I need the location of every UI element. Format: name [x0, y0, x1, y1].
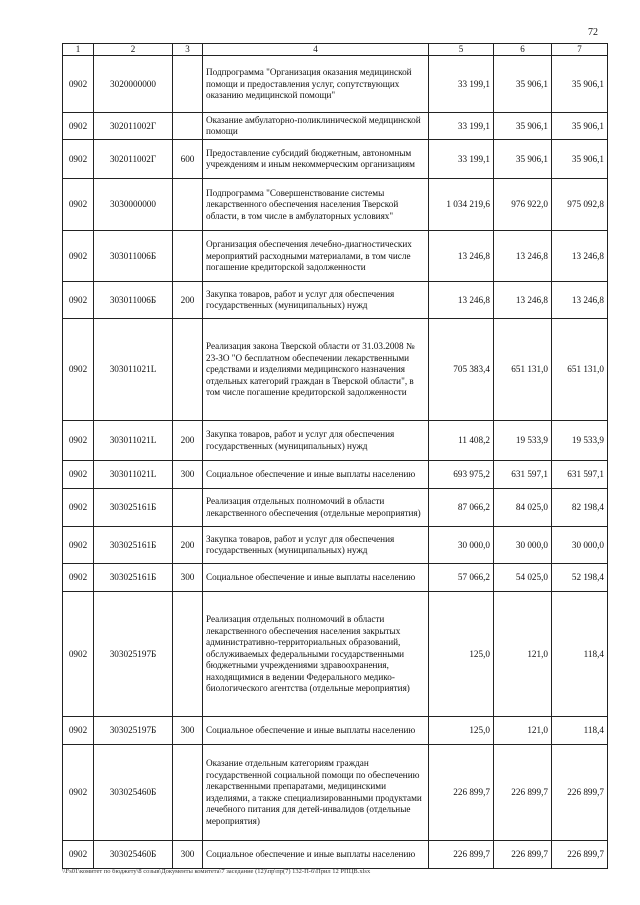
- amount-year3-cell: 52 198,4: [552, 564, 608, 592]
- expense-type-cell: [173, 489, 203, 527]
- amount-year3-cell: 13 246,8: [552, 282, 608, 319]
- target-article-cell: 303011021L: [94, 319, 173, 421]
- amount-year1-cell: 125,0: [429, 592, 494, 717]
- target-article-cell: 303011021L: [94, 461, 173, 489]
- description-cell: Реализация закона Тверской области от 31.03.2008 № 23-ЗО "О бесплатном обеспечении лекарственными средствами и изделиями медицинского назначения отдельных категорий граждан в Тверской области", в том числе погашение кредиторской задолженности: [203, 319, 429, 421]
- table-row: [63, 282, 608, 319]
- amount-year3-cell: 118,4: [552, 717, 608, 745]
- file-path-footer: \\Fs01\комитет по бюджету\8 созыв\Документы комитета\7 заседание (12)\пр\пр(7) 132-П-6\Прил 12 РПЦВ.xlsx: [62, 868, 371, 875]
- expense-type-cell: 200: [173, 421, 203, 461]
- amount-year2-cell: 976 922,0: [494, 179, 552, 231]
- target-article-cell: 302011002Г: [94, 140, 173, 179]
- amount-year3-cell: 975 092,8: [552, 179, 608, 231]
- amount-year1-cell: 33 199,1: [429, 113, 494, 140]
- amount-year2-cell: 19 533,9: [494, 421, 552, 461]
- target-article-cell: 303025197Б: [94, 592, 173, 717]
- amount-year2-cell: 121,0: [494, 592, 552, 717]
- target-article-cell: 3020000000: [94, 56, 173, 113]
- target-article-cell: 303011006Б: [94, 231, 173, 282]
- table-row: [63, 56, 608, 113]
- column-header: 5: [429, 44, 494, 56]
- table-row: [63, 179, 608, 231]
- target-article-cell: 303011006Б: [94, 282, 173, 319]
- section-code-cell: 0902: [63, 527, 94, 564]
- description-cell: Подпрограмма "Организация оказания медицинской помощи и предоставления услуг, сопутствующих оказанию медицинской помощи": [203, 56, 429, 113]
- amount-year3-cell: 118,4: [552, 592, 608, 717]
- amount-year2-cell: 13 246,8: [494, 282, 552, 319]
- expense-type-cell: [173, 56, 203, 113]
- description-cell: Социальное обеспечение и иные выплаты населению: [203, 717, 429, 745]
- description-cell: Реализация отдельных полномочий в области лекарственного обеспечения населения закрытых административно-территориальных образований, обслуживаемых федеральными государственными бюджетными учреждениями здравоохранения, находящимися в ведении Федерального медико-биологического агентства (отдельные мероприятия): [203, 592, 429, 717]
- amount-year3-cell: 30 000,0: [552, 527, 608, 564]
- column-header: 7: [552, 44, 608, 56]
- amount-year1-cell: 87 066,2: [429, 489, 494, 527]
- section-code-cell: 0902: [63, 489, 94, 527]
- section-code-cell: 0902: [63, 231, 94, 282]
- description-cell: Социальное обеспечение и иные выплаты населению: [203, 461, 429, 489]
- target-article-cell: 303025197Б: [94, 717, 173, 745]
- expense-type-cell: 300: [173, 717, 203, 745]
- section-code-cell: 0902: [63, 564, 94, 592]
- expense-type-cell: 300: [173, 461, 203, 489]
- target-article-cell: 303025460Б: [94, 745, 173, 841]
- table-row: [63, 527, 608, 564]
- description-cell: Закупка товаров, работ и услуг для обеспечения государственных (муниципальных) нужд: [203, 282, 429, 319]
- column-header: 3: [173, 44, 203, 56]
- table-row: [63, 113, 608, 140]
- amount-year1-cell: 13 246,8: [429, 231, 494, 282]
- section-code-cell: 0902: [63, 461, 94, 489]
- amount-year1-cell: 226 899,7: [429, 745, 494, 841]
- table-row: [63, 231, 608, 282]
- section-code-cell: 0902: [63, 282, 94, 319]
- column-number-row: [63, 44, 608, 56]
- expense-type-cell: 300: [173, 564, 203, 592]
- column-header: 2: [94, 44, 173, 56]
- amount-year1-cell: 226 899,7: [429, 841, 494, 869]
- amount-year2-cell: 30 000,0: [494, 527, 552, 564]
- amount-year2-cell: 13 246,8: [494, 231, 552, 282]
- target-article-cell: 303025161Б: [94, 564, 173, 592]
- table-row: [63, 841, 608, 869]
- description-cell: Социальное обеспечение и иные выплаты населению: [203, 841, 429, 869]
- amount-year1-cell: 1 034 219,6: [429, 179, 494, 231]
- expense-type-cell: 200: [173, 282, 203, 319]
- section-code-cell: 0902: [63, 841, 94, 869]
- expense-type-cell: [173, 231, 203, 282]
- amount-year3-cell: 631 597,1: [552, 461, 608, 489]
- expense-type-cell: [173, 745, 203, 841]
- amount-year3-cell: 226 899,7: [552, 745, 608, 841]
- table-row: [63, 489, 608, 527]
- target-article-cell: 302011002Г: [94, 113, 173, 140]
- section-code-cell: 0902: [63, 745, 94, 841]
- section-code-cell: 0902: [63, 56, 94, 113]
- description-cell: Закупка товаров, работ и услуг для обеспечения государственных (муниципальных) нужд: [203, 527, 429, 564]
- expense-type-cell: [173, 592, 203, 717]
- target-article-cell: 303025460Б: [94, 841, 173, 869]
- section-code-cell: 0902: [63, 592, 94, 717]
- description-cell: Реализация отдельных полномочий в области лекарственного обеспечения (отдельные мероприятия): [203, 489, 429, 527]
- amount-year3-cell: 35 906,1: [552, 56, 608, 113]
- target-article-cell: 303025161Б: [94, 527, 173, 564]
- section-code-cell: 0902: [63, 319, 94, 421]
- table-row: [63, 745, 608, 841]
- amount-year3-cell: 19 533,9: [552, 421, 608, 461]
- amount-year1-cell: 30 000,0: [429, 527, 494, 564]
- amount-year2-cell: 631 597,1: [494, 461, 552, 489]
- amount-year1-cell: 11 408,2: [429, 421, 494, 461]
- budget-table: [62, 43, 608, 869]
- amount-year3-cell: 226 899,7: [552, 841, 608, 869]
- description-cell: Организация обеспечения лечебно-диагностических мероприятий расходными материалами, в том числе погашение кредиторской задолженности: [203, 231, 429, 282]
- description-cell: Закупка товаров, работ и услуг для обеспечения государственных (муниципальных) нужд: [203, 421, 429, 461]
- section-code-cell: 0902: [63, 179, 94, 231]
- amount-year2-cell: 84 025,0: [494, 489, 552, 527]
- page-number: 72: [588, 27, 598, 38]
- table-row: [63, 717, 608, 745]
- section-code-cell: 0902: [63, 421, 94, 461]
- expense-type-cell: [173, 113, 203, 140]
- description-cell: Оказание амбулаторно-поликлинической медицинской помощи: [203, 113, 429, 140]
- expense-type-cell: [173, 319, 203, 421]
- amount-year1-cell: 13 246,8: [429, 282, 494, 319]
- table-row: [63, 461, 608, 489]
- expense-type-cell: 200: [173, 527, 203, 564]
- amount-year3-cell: 35 906,1: [552, 113, 608, 140]
- target-article-cell: 303011021L: [94, 421, 173, 461]
- table-row: [63, 421, 608, 461]
- amount-year1-cell: 125,0: [429, 717, 494, 745]
- description-cell: Социальное обеспечение и иные выплаты населению: [203, 564, 429, 592]
- table-row: [63, 564, 608, 592]
- section-code-cell: 0902: [63, 113, 94, 140]
- amount-year2-cell: 226 899,7: [494, 841, 552, 869]
- amount-year2-cell: 651 131,0: [494, 319, 552, 421]
- amount-year2-cell: 35 906,1: [494, 140, 552, 179]
- amount-year2-cell: 54 025,0: [494, 564, 552, 592]
- amount-year3-cell: 13 246,8: [552, 231, 608, 282]
- amount-year2-cell: 226 899,7: [494, 745, 552, 841]
- expense-type-cell: 600: [173, 140, 203, 179]
- amount-year1-cell: 33 199,1: [429, 56, 494, 113]
- description-cell: Оказание отдельным категориям граждан государственной социальной помощи по обеспечению лекарственными препаратами, медицинскими изделиями, а также специализированными продуктами лечебного питания для детей-инвалидов (отдельные мероприятия): [203, 745, 429, 841]
- column-header: 4: [203, 44, 429, 56]
- column-header: 6: [494, 44, 552, 56]
- amount-year3-cell: 651 131,0: [552, 319, 608, 421]
- description-cell: Подпрограмма "Совершенствование системы лекарственного обеспечения населения Тверской области, в том числе в амбулаторных условиях": [203, 179, 429, 231]
- description-cell: Предоставление субсидий бюджетным, автономным учреждениям и иным некоммерческим организациям: [203, 140, 429, 179]
- amount-year1-cell: 705 383,4: [429, 319, 494, 421]
- table-row: [63, 319, 608, 421]
- section-code-cell: 0902: [63, 717, 94, 745]
- amount-year3-cell: 35 906,1: [552, 140, 608, 179]
- target-article-cell: 3030000000: [94, 179, 173, 231]
- target-article-cell: 303025161Б: [94, 489, 173, 527]
- table-row: [63, 140, 608, 179]
- table-row: [63, 592, 608, 717]
- amount-year1-cell: 693 975,2: [429, 461, 494, 489]
- amount-year1-cell: 57 066,2: [429, 564, 494, 592]
- section-code-cell: 0902: [63, 140, 94, 179]
- amount-year1-cell: 33 199,1: [429, 140, 494, 179]
- expense-type-cell: [173, 179, 203, 231]
- column-header: 1: [63, 44, 94, 56]
- amount-year2-cell: 35 906,1: [494, 113, 552, 140]
- amount-year2-cell: 35 906,1: [494, 56, 552, 113]
- expense-type-cell: 300: [173, 841, 203, 869]
- amount-year3-cell: 82 198,4: [552, 489, 608, 527]
- amount-year2-cell: 121,0: [494, 717, 552, 745]
